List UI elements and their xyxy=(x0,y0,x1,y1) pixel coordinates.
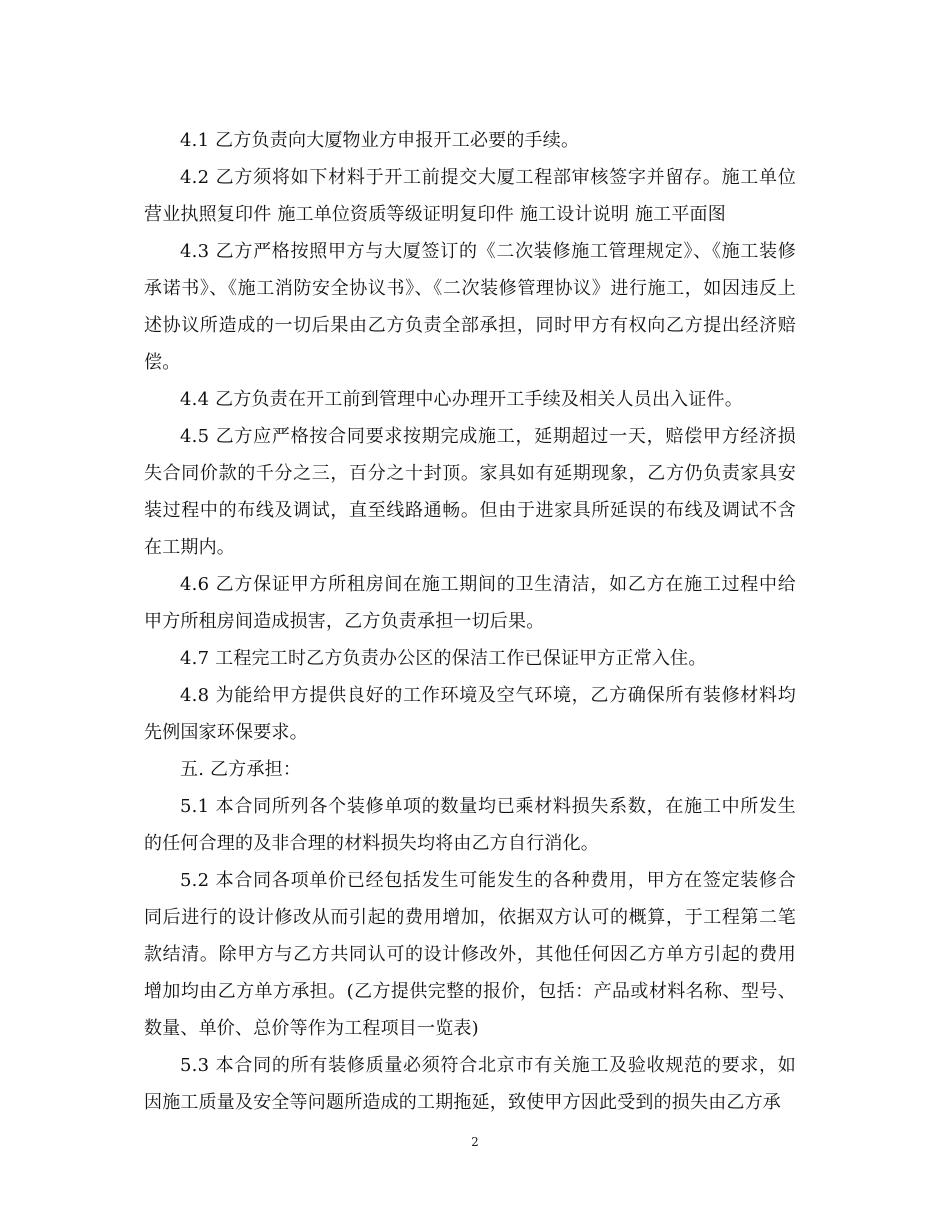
paragraph-4-4: 4.4 乙方负责在开工前到管理中心办理开工手续及相关人员出入证件。 xyxy=(180,389,743,410)
paragraph-5-2: 5.2 本合同各项单价已经包括发生可能发生的各种费用，甲方在签定装修合同后进行的设计修改从而引起的费用增加，依据双方认可的概算，于工程第二笔款结清。除甲方与乙方共同认可的设计修改外，其他任何因乙方单方引起的费用增加均由乙方单方承担。(乙方提供完整的报价，包括：产品或材料名称、型号、数量、单价、总价等作为工程项目一览表) xyxy=(144,870,796,1039)
paragraph-4-5: 4.5 乙方应严格按合同要求按期完成施工，延期超过一天，赔偿甲方经济损失合同价款的千分之三，百分之十封顶。家具如有延期现象，乙方仍负责家具安装过程中的布线及调试，直至线路通畅。但由于进家具所延误的布线及调试不含在工期内。 xyxy=(144,426,796,558)
paragraph-4-8: 4.8 为能给甲方提供良好的工作环境及空气环境，乙方确保所有装修材料均先例国家环保要求。 xyxy=(144,685,796,743)
paragraph-4-6: 4.6 乙方保证甲方所租房间在施工期间的卫生清洁，如乙方在施工过程中给甲方所租房间造成损害，乙方负责承担一切后果。 xyxy=(144,574,796,632)
paragraph-4-7: 4.7 工程完工时乙方负责办公区的保洁工作已保证甲方正常入住。 xyxy=(180,648,707,669)
page-number: 2 xyxy=(471,1135,479,1149)
paragraph-4-3: 4.3 乙方严格按照甲方与大厦签订的《二次装修施工管理规定》、《施工装修承诺书》、《施工消防安全协议书》、《二次装修管理协议》进行施工，如因违反上述协议所造成的一切后果由乙方负责全部承担，同时甲方有权向乙方提出经济赔偿。 xyxy=(144,241,796,373)
paragraph-4-1: 4.1 乙方负责向大厦物业方申报开工必要的手续。 xyxy=(180,130,580,151)
paragraph-5-1: 5.1 本合同所列各个装修单项的数量均已乘材料损失系数，在施工中所发生的任何合理的及非合理的材料损失均将由乙方自行消化。 xyxy=(144,796,796,854)
section-heading-5: 五. 乙方承担： xyxy=(180,759,302,780)
document-body xyxy=(144,122,796,1121)
paragraph-5-3: 5.3 本合同的所有装修质量必须符合北京市有关施工及验收规范的要求，如因施工质量及安全等问题所造成的工期拖延，致使甲方因此受到的损失由乙方承 xyxy=(144,1055,796,1113)
paragraph-4-2: 4.2 乙方须将如下材料于开工前提交大厦工程部审核签字并留存。施工单位营业执照复印件 施工单位资质等级证明复印件 施工设计说明 施工平面图 xyxy=(144,167,796,225)
